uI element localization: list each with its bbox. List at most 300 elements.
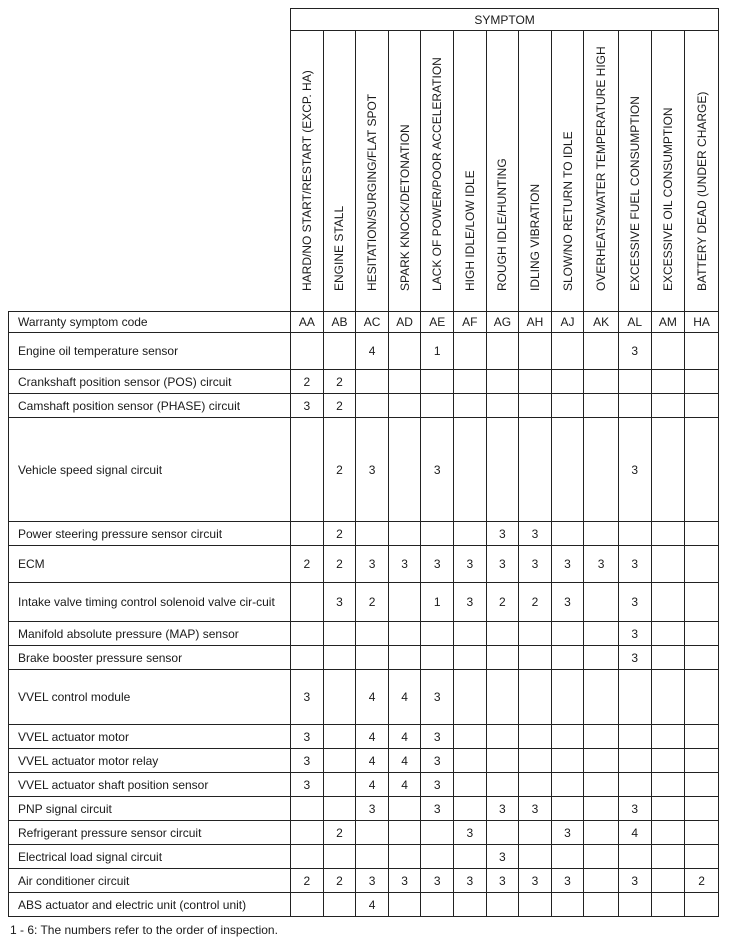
inspection-order-cell <box>519 893 552 917</box>
row-label: ECM <box>9 546 291 583</box>
inspection-order-cell <box>551 773 584 797</box>
inspection-order-cell <box>584 646 619 670</box>
inspection-order-cell <box>291 821 324 845</box>
inspection-order-cell <box>291 845 324 869</box>
symptom-column-label: HESITATION/SURGING/FLAT SPOT <box>365 93 380 291</box>
inspection-order-cell: 2 <box>685 869 719 893</box>
inspection-order-cell: 3 <box>486 869 519 893</box>
inspection-order-cell: 2 <box>323 821 356 845</box>
inspection-order-cell <box>486 370 519 394</box>
inspection-order-cell <box>685 893 719 917</box>
inspection-order-cell <box>388 394 421 418</box>
inspection-order-cell <box>584 522 619 546</box>
inspection-order-cell <box>388 893 421 917</box>
inspection-order-cell <box>685 749 719 773</box>
inspection-order-cell <box>551 749 584 773</box>
inspection-order-cell <box>388 797 421 821</box>
inspection-order-cell <box>685 583 719 622</box>
inspection-order-cell <box>454 646 487 670</box>
inspection-order-cell: 2 <box>323 418 356 522</box>
inspection-order-cell <box>454 333 487 370</box>
inspection-order-cell: 3 <box>486 546 519 583</box>
inspection-order-cell <box>584 869 619 893</box>
inspection-order-cell: 3 <box>421 797 454 821</box>
inspection-order-cell <box>486 749 519 773</box>
inspection-order-cell <box>519 394 552 418</box>
symptom-column-header <box>454 31 487 312</box>
table-row <box>9 821 719 845</box>
inspection-order-cell <box>519 845 552 869</box>
inspection-order-cell <box>454 773 487 797</box>
inspection-order-cell: 3 <box>388 869 421 893</box>
table-row <box>9 418 719 522</box>
inspection-order-cell: 3 <box>486 845 519 869</box>
inspection-order-cell: 3 <box>618 797 651 821</box>
inspection-order-cell <box>618 725 651 749</box>
inspection-order-cell <box>291 333 324 370</box>
inspection-order-cell <box>685 522 719 546</box>
inspection-order-cell <box>323 670 356 725</box>
symptom-header: SYMPTOM <box>291 9 719 31</box>
inspection-order-cell: 3 <box>486 522 519 546</box>
inspection-order-cell <box>651 646 685 670</box>
inspection-order-cell <box>618 670 651 725</box>
inspection-order-cell: 4 <box>356 725 389 749</box>
inspection-order-cell: 3 <box>421 773 454 797</box>
inspection-order-cell <box>323 749 356 773</box>
row-label: Brake booster pressure sensor <box>9 646 291 670</box>
table-row <box>9 725 719 749</box>
symptom-column-label: OVERHEATS/WATER TEMPERATURE HIGH <box>594 46 609 291</box>
inspection-order-cell <box>291 893 324 917</box>
inspection-order-cell <box>685 725 719 749</box>
inspection-order-cell: 3 <box>291 773 324 797</box>
inspection-order-cell <box>618 370 651 394</box>
inspection-order-cell <box>584 749 619 773</box>
inspection-order-cell <box>651 749 685 773</box>
symptom-column-header <box>291 31 324 312</box>
inspection-order-cell: 1 <box>421 583 454 622</box>
warranty-code-cell: AK <box>584 312 619 333</box>
inspection-order-cell <box>454 749 487 773</box>
inspection-order-cell <box>551 797 584 821</box>
inspection-order-cell <box>388 845 421 869</box>
inspection-order-cell <box>519 418 552 522</box>
inspection-order-cell <box>388 522 421 546</box>
inspection-order-cell <box>584 333 619 370</box>
symptom-column-label: SPARK KNOCK/DETONATION <box>397 124 412 291</box>
inspection-order-cell <box>618 522 651 546</box>
inspection-order-cell: 4 <box>388 773 421 797</box>
inspection-order-cell <box>421 893 454 917</box>
row-label: VVEL actuator motor relay <box>9 749 291 773</box>
inspection-order-cell <box>651 370 685 394</box>
corner-cell <box>9 9 291 312</box>
symptom-column-label: LACK OF POWER/POOR ACCELERATION <box>430 57 445 291</box>
inspection-order-cell: 3 <box>421 670 454 725</box>
warranty-code-cell: AA <box>291 312 324 333</box>
inspection-order-cell <box>323 333 356 370</box>
inspection-order-cell: 3 <box>291 749 324 773</box>
inspection-order-cell <box>421 522 454 546</box>
inspection-order-cell <box>291 646 324 670</box>
inspection-order-cell <box>551 370 584 394</box>
row-label: Vehicle speed signal circuit <box>9 418 291 522</box>
inspection-order-cell <box>356 845 389 869</box>
inspection-order-cell <box>519 333 552 370</box>
table-row <box>9 869 719 893</box>
inspection-order-cell <box>388 418 421 522</box>
inspection-order-cell <box>356 646 389 670</box>
symptom-column-label: BATTERY DEAD (UNDER CHARGE) <box>694 91 709 291</box>
inspection-order-cell: 3 <box>618 622 651 646</box>
inspection-order-cell <box>421 394 454 418</box>
inspection-order-cell <box>519 725 552 749</box>
inspection-order-cell <box>388 821 421 845</box>
inspection-order-cell <box>651 845 685 869</box>
inspection-order-cell: 3 <box>454 546 487 583</box>
inspection-order-cell <box>685 646 719 670</box>
inspection-order-cell <box>584 725 619 749</box>
inspection-order-cell: 3 <box>454 583 487 622</box>
inspection-order-cell: 3 <box>323 583 356 622</box>
inspection-order-cell <box>685 622 719 646</box>
symptom-column-label: ENGINE STALL <box>332 205 347 291</box>
inspection-order-cell <box>651 725 685 749</box>
row-label: Engine oil temperature sensor <box>9 333 291 370</box>
inspection-order-cell: 2 <box>323 394 356 418</box>
inspection-order-cell: 4 <box>356 749 389 773</box>
table-row <box>9 670 719 725</box>
inspection-order-cell <box>551 394 584 418</box>
inspection-order-cell: 3 <box>551 546 584 583</box>
inspection-order-cell <box>323 773 356 797</box>
inspection-order-cell <box>685 821 719 845</box>
symptom-column-header <box>551 31 584 312</box>
warranty-code-cell: AE <box>421 312 454 333</box>
inspection-order-cell <box>454 797 487 821</box>
inspection-order-cell <box>685 773 719 797</box>
inspection-order-cell: 4 <box>388 749 421 773</box>
table-row <box>9 583 719 622</box>
inspection-order-cell <box>486 622 519 646</box>
row-label: Intake valve timing control solenoid valve cir-cuit <box>9 583 291 622</box>
row-label: Manifold absolute pressure (MAP) sensor <box>9 622 291 646</box>
symptom-column-label: EXCESSIVE FUEL CONSUMPTION <box>627 96 642 291</box>
inspection-order-cell <box>421 646 454 670</box>
inspection-order-cell <box>651 394 685 418</box>
table-row <box>9 394 719 418</box>
inspection-order-cell: 3 <box>618 333 651 370</box>
row-label: Air conditioner circuit <box>9 869 291 893</box>
inspection-order-cell <box>454 522 487 546</box>
warranty-code-row <box>9 312 719 333</box>
inspection-order-cell <box>584 583 619 622</box>
inspection-order-cell <box>584 773 619 797</box>
inspection-order-cell <box>421 622 454 646</box>
symptom-column-label: HIGH IDLE/LOW IDLE <box>462 170 477 291</box>
symptom-column-header <box>584 31 619 312</box>
inspection-order-cell: 3 <box>356 418 389 522</box>
inspection-order-cell: 2 <box>291 869 324 893</box>
inspection-order-cell <box>388 646 421 670</box>
inspection-order-cell <box>584 821 619 845</box>
inspection-order-cell <box>551 725 584 749</box>
inspection-order-cell: 4 <box>356 670 389 725</box>
inspection-order-cell: 2 <box>486 583 519 622</box>
inspection-order-cell: 3 <box>618 546 651 583</box>
inspection-order-cell <box>291 622 324 646</box>
inspection-order-cell: 2 <box>356 583 389 622</box>
inspection-order-cell: 3 <box>454 821 487 845</box>
inspection-order-cell: 2 <box>323 522 356 546</box>
inspection-order-cell: 4 <box>388 725 421 749</box>
inspection-order-cell: 3 <box>291 670 324 725</box>
inspection-order-cell: 3 <box>421 418 454 522</box>
inspection-order-cell <box>618 773 651 797</box>
warranty-code-cell: AD <box>388 312 421 333</box>
inspection-order-cell <box>454 622 487 646</box>
inspection-order-cell <box>651 418 685 522</box>
inspection-order-cell <box>651 821 685 845</box>
row-label: Warranty symptom code <box>9 312 291 333</box>
inspection-order-cell <box>618 394 651 418</box>
inspection-order-cell: 3 <box>486 797 519 821</box>
inspection-order-cell <box>486 725 519 749</box>
inspection-order-cell <box>651 773 685 797</box>
inspection-order-cell <box>584 797 619 821</box>
row-label: Crankshaft position sensor (POS) circuit <box>9 370 291 394</box>
inspection-order-cell <box>291 797 324 821</box>
row-label: VVEL actuator motor <box>9 725 291 749</box>
inspection-order-cell: 3 <box>519 797 552 821</box>
inspection-order-cell: 3 <box>519 522 552 546</box>
inspection-order-cell <box>551 646 584 670</box>
row-label: ABS actuator and electric unit (control unit) <box>9 893 291 917</box>
inspection-order-cell: 4 <box>356 893 389 917</box>
inspection-order-cell: 4 <box>356 333 389 370</box>
inspection-order-cell: 3 <box>618 418 651 522</box>
inspection-order-cell <box>584 893 619 917</box>
inspection-order-cell: 4 <box>618 821 651 845</box>
inspection-order-cell <box>651 869 685 893</box>
inspection-order-cell <box>486 418 519 522</box>
inspection-order-cell: 3 <box>551 821 584 845</box>
inspection-order-cell <box>519 821 552 845</box>
inspection-order-cell: 3 <box>618 646 651 670</box>
table-row <box>9 646 719 670</box>
symptom-column-header <box>323 31 356 312</box>
symptom-column-label: HARD/NO START/RESTART (EXCP. HA) <box>299 70 314 291</box>
inspection-order-cell: 3 <box>519 546 552 583</box>
warranty-code-cell: HA <box>685 312 719 333</box>
inspection-order-cell <box>685 797 719 821</box>
inspection-order-cell: 3 <box>421 869 454 893</box>
row-label: PNP signal circuit <box>9 797 291 821</box>
inspection-order-cell <box>388 370 421 394</box>
inspection-order-cell <box>454 670 487 725</box>
warranty-code-cell: AB <box>323 312 356 333</box>
inspection-order-cell: 3 <box>584 546 619 583</box>
inspection-order-cell <box>685 394 719 418</box>
inspection-order-cell <box>486 646 519 670</box>
inspection-order-cell <box>454 418 487 522</box>
warranty-code-cell: AC <box>356 312 389 333</box>
inspection-order-cell <box>454 893 487 917</box>
symptom-column-label: ROUGH IDLE/HUNTING <box>495 158 510 291</box>
warranty-code-cell: AM <box>651 312 685 333</box>
inspection-order-cell <box>551 333 584 370</box>
inspection-order-cell <box>486 333 519 370</box>
inspection-order-cell <box>584 670 619 725</box>
symptom-column-header <box>651 31 685 312</box>
row-label: VVEL actuator shaft position sensor <box>9 773 291 797</box>
inspection-order-cell <box>685 418 719 522</box>
inspection-order-cell <box>651 583 685 622</box>
inspection-order-cell <box>519 370 552 394</box>
inspection-order-cell: 3 <box>519 869 552 893</box>
symptom-column-header <box>486 31 519 312</box>
table-row <box>9 370 719 394</box>
table-row <box>9 333 719 370</box>
symptom-column-header <box>356 31 389 312</box>
table-row <box>9 546 719 583</box>
inspection-order-cell <box>323 845 356 869</box>
row-label: Electrical load signal circuit <box>9 845 291 869</box>
inspection-order-cell <box>685 370 719 394</box>
symptom-column-label: SLOW/NO RETURN TO IDLE <box>560 131 575 291</box>
symptom-column-header <box>421 31 454 312</box>
inspection-order-cell <box>651 670 685 725</box>
inspection-order-cell <box>291 522 324 546</box>
inspection-order-cell <box>685 333 719 370</box>
inspection-order-cell <box>651 893 685 917</box>
inspection-order-cell <box>551 845 584 869</box>
inspection-order-cell: 2 <box>323 546 356 583</box>
table-row <box>9 749 719 773</box>
symptom-column-label: IDLING VIBRATION <box>527 183 542 291</box>
inspection-order-cell <box>519 646 552 670</box>
table-row <box>9 773 719 797</box>
symptom-column-header <box>685 31 719 312</box>
inspection-order-cell <box>388 583 421 622</box>
inspection-order-cell: 3 <box>421 749 454 773</box>
row-label: Camshaft position sensor (PHASE) circuit <box>9 394 291 418</box>
inspection-order-cell <box>685 546 719 583</box>
inspection-order-cell <box>651 622 685 646</box>
inspection-order-cell: 3 <box>356 869 389 893</box>
inspection-order-cell: 2 <box>519 583 552 622</box>
inspection-order-cell <box>356 522 389 546</box>
table-row <box>9 522 719 546</box>
inspection-order-cell <box>519 670 552 725</box>
symptom-column-header <box>519 31 552 312</box>
warranty-code-cell: AJ <box>551 312 584 333</box>
inspection-order-cell: 1 <box>421 333 454 370</box>
inspection-order-cell: 2 <box>291 546 324 583</box>
inspection-order-cell <box>454 370 487 394</box>
inspection-order-cell <box>551 522 584 546</box>
inspection-order-cell <box>651 546 685 583</box>
warranty-code-cell: AG <box>486 312 519 333</box>
symptom-column-header <box>388 31 421 312</box>
symptom-column-label: EXCESSIVE OIL CONSUMPTION <box>660 107 675 291</box>
inspection-order-cell <box>618 893 651 917</box>
inspection-order-cell: 4 <box>388 670 421 725</box>
row-label: Power steering pressure sensor circuit <box>9 522 291 546</box>
inspection-order-cell: 3 <box>356 546 389 583</box>
inspection-order-cell <box>618 749 651 773</box>
inspection-order-cell <box>486 821 519 845</box>
inspection-order-cell: 3 <box>291 725 324 749</box>
inspection-order-cell <box>486 773 519 797</box>
inspection-order-cell <box>388 333 421 370</box>
inspection-order-cell: 3 <box>551 869 584 893</box>
inspection-order-cell: 3 <box>388 546 421 583</box>
inspection-order-cell <box>454 394 487 418</box>
table-row <box>9 622 719 646</box>
inspection-order-cell <box>618 845 651 869</box>
inspection-order-cell <box>323 797 356 821</box>
warranty-code-cell: AF <box>454 312 487 333</box>
inspection-order-cell <box>651 797 685 821</box>
inspection-order-cell <box>291 583 324 622</box>
inspection-order-cell: 3 <box>291 394 324 418</box>
inspection-order-cell <box>584 370 619 394</box>
inspection-order-cell <box>421 845 454 869</box>
inspection-order-cell <box>356 370 389 394</box>
inspection-order-cell <box>519 773 552 797</box>
inspection-order-cell: 3 <box>551 583 584 622</box>
table-row <box>9 893 719 917</box>
inspection-order-cell: 3 <box>356 797 389 821</box>
inspection-order-cell: 2 <box>291 370 324 394</box>
inspection-order-cell <box>454 845 487 869</box>
inspection-order-cell <box>551 418 584 522</box>
inspection-order-cell <box>291 418 324 522</box>
table-row <box>9 845 719 869</box>
inspection-order-cell <box>551 670 584 725</box>
inspection-order-cell <box>486 893 519 917</box>
inspection-order-cell <box>356 394 389 418</box>
inspection-order-cell <box>685 845 719 869</box>
inspection-order-cell: 3 <box>454 869 487 893</box>
row-label: VVEL control module <box>9 670 291 725</box>
inspection-order-cell <box>356 821 389 845</box>
inspection-order-cell <box>323 725 356 749</box>
inspection-order-cell <box>651 522 685 546</box>
inspection-order-cell: 3 <box>618 869 651 893</box>
inspection-order-cell <box>486 670 519 725</box>
inspection-order-cell: 3 <box>421 725 454 749</box>
footnote: 1 - 6: The numbers refer to the order of inspection. <box>10 923 278 937</box>
inspection-order-cell <box>323 893 356 917</box>
inspection-order-cell <box>323 622 356 646</box>
inspection-order-cell <box>486 394 519 418</box>
inspection-order-cell <box>584 418 619 522</box>
symptom-column-header <box>618 31 651 312</box>
inspection-order-cell <box>584 622 619 646</box>
warranty-code-cell: AH <box>519 312 552 333</box>
row-label: Refrigerant pressure sensor circuit <box>9 821 291 845</box>
symptom-table <box>8 8 719 917</box>
inspection-order-cell <box>356 622 389 646</box>
table-row <box>9 797 719 821</box>
inspection-order-cell <box>421 370 454 394</box>
inspection-order-cell <box>323 646 356 670</box>
inspection-order-cell <box>421 821 454 845</box>
inspection-order-cell <box>551 622 584 646</box>
